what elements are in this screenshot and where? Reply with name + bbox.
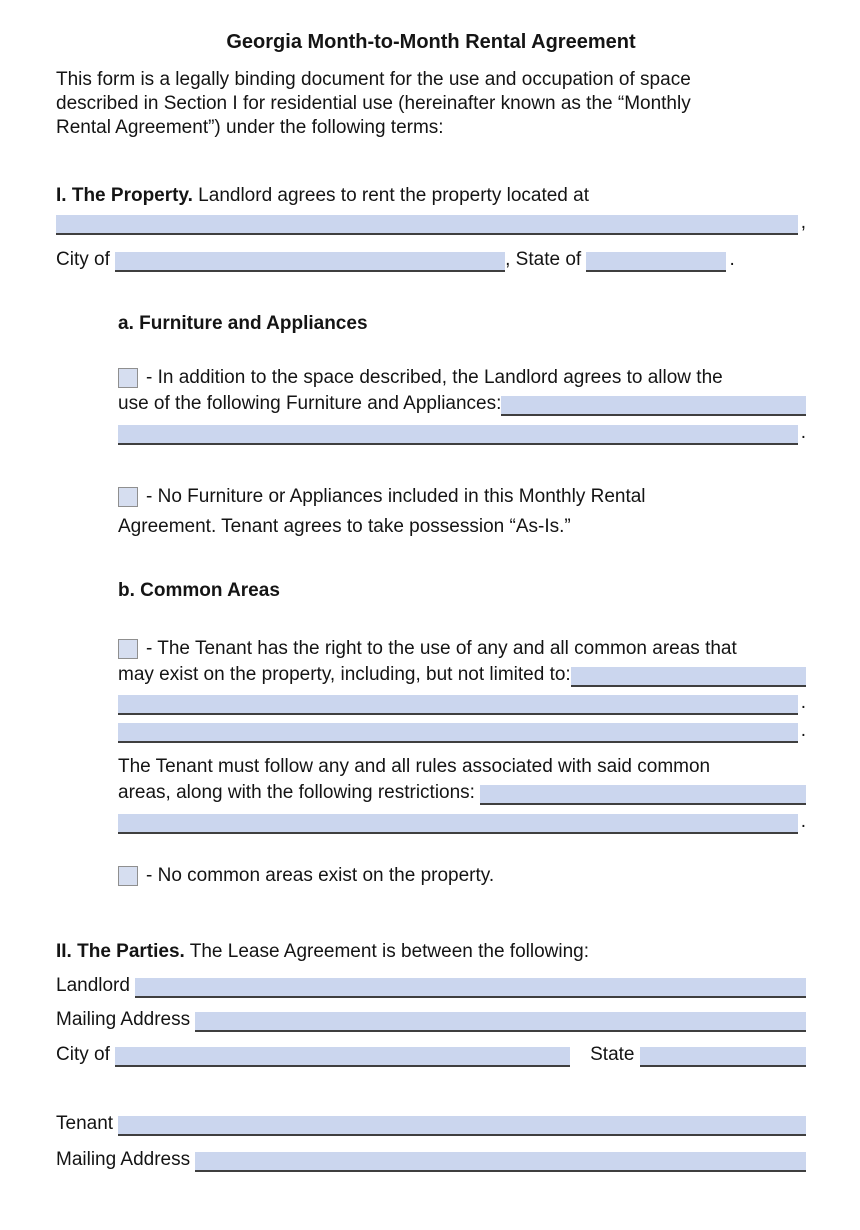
section-property-heading-text: Landlord agrees to rent the property located at [192,185,589,206]
common-areas-field-cont-1[interactable] [118,695,798,715]
property-address-field[interactable] [56,215,798,235]
comma-suffix: , [800,212,806,233]
common-rules-text-line2: areas, along with the following restrictions: [118,782,481,803]
property-state-field[interactable] [586,252,726,272]
common-areas-field-cont-2[interactable] [118,723,798,743]
mailing-address-label: Mailing Address [56,1009,196,1030]
landlord-label: Landlord [56,975,136,996]
landlord-state-field[interactable] [640,1047,806,1067]
intro-line-3: Rental Agreement”) under the following terms: [56,117,444,138]
period-suffix: . [800,720,806,741]
state-label: State [590,1044,640,1065]
section-property-heading [56,184,806,208]
period-suffix: . [800,422,806,443]
tenant-name-field[interactable] [118,1116,806,1136]
furniture-include-line2 [118,392,806,416]
intro-line-2: described in Section I for residential use (hereinafter known as the “Monthly [56,93,691,114]
section-property-number: I. The Property. [56,185,193,206]
period-suffix: . [800,692,806,713]
furniture-none-text-line2: Agreement. Tenant agrees to take possession “As-Is.” [118,516,571,537]
common-rules-line1: The Tenant must follow any and all rules associated with said common [118,756,711,777]
furniture-include-line3 [118,421,806,445]
property-address-row [56,211,806,235]
common-use-text-line1: - The Tenant has the right to the use of any and all common areas that [146,638,737,659]
common-use-checkbox[interactable] [118,639,138,659]
section-parties-heading [56,940,806,964]
common-use-option [118,637,806,661]
tenant-label: Tenant [56,1113,119,1134]
common-rules-line2 [118,781,806,805]
section-parties-number: II. The Parties. [56,941,185,962]
common-restrictions-field[interactable] [480,785,806,805]
common-use-text-line2: may exist on the property, including, but not limited to: [118,664,571,685]
section-parties-heading-text: The Lease Agreement is between the following: [184,941,590,962]
furniture-list-field[interactable] [501,396,806,416]
furniture-none-text-line1: - No Furniture or Appliances included in this Monthly Rental [146,486,646,507]
common-none-checkbox[interactable] [118,866,138,886]
furniture-none-checkbox[interactable] [118,487,138,507]
property-subsections [118,312,806,888]
intro-line-1: This form is a legally binding document for the use and occupation of space [56,69,691,90]
common-restrictions-field-cont[interactable] [118,814,798,834]
furniture-none-option [118,485,806,509]
city-of-label: City of [56,249,116,270]
landlord-row [56,974,806,998]
landlord-mailing-address-field[interactable] [195,1012,806,1032]
property-city-state-row [56,248,806,272]
intro-paragraph [56,68,806,140]
mailing-address-label: Mailing Address [56,1149,196,1170]
common-rules-line3 [118,810,806,834]
landlord-city-state-row [56,1043,806,1067]
common-use-line3 [118,691,806,715]
tenant-mailing-address-field[interactable] [195,1152,806,1172]
furniture-list-field-cont[interactable] [118,425,798,445]
common-use-line4 [118,719,806,743]
furniture-include-text-line1: - In addition to the space described, the Landlord agrees to allow the [146,367,723,388]
tenant-row [56,1112,806,1136]
landlord-city-field[interactable] [115,1047,570,1067]
common-none-option [118,864,806,888]
common-areas-heading: b. Common Areas [118,580,280,601]
period-suffix: . [729,249,735,270]
document-title: Georgia Month-to-Month Rental Agreement [226,31,636,53]
common-areas-field[interactable] [571,667,806,687]
furniture-heading: a. Furniture and Appliances [118,313,368,334]
property-city-field[interactable] [115,252,505,272]
city-of-label: City of [56,1044,116,1065]
furniture-include-text-line2: use of the following Furniture and Appliances: [118,393,502,414]
furniture-include-option [118,366,806,390]
landlord-name-field[interactable] [135,978,806,998]
common-none-text: - No common areas exist on the property. [146,865,495,886]
landlord-mailing-row [56,1008,806,1032]
state-of-label: , State of [505,249,587,270]
tenant-mailing-row [56,1148,806,1172]
furniture-include-checkbox[interactable] [118,368,138,388]
common-use-line2 [118,663,806,687]
period-suffix: . [800,811,806,832]
